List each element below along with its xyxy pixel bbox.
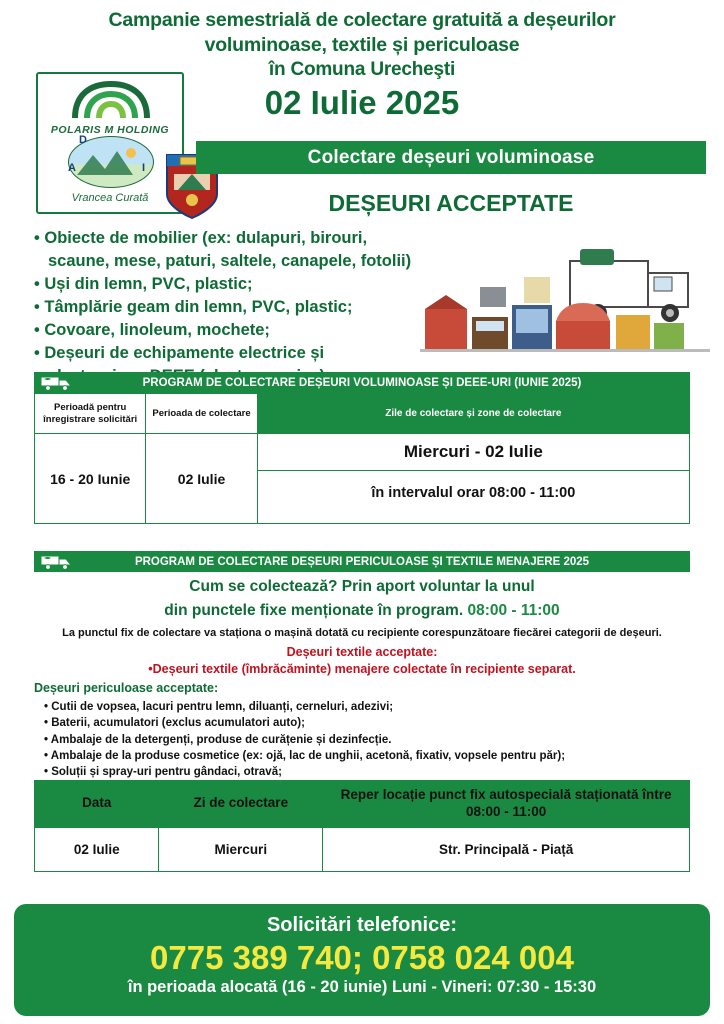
list-item: • Cutii de vopsea, lacuri pentru lemn, diluanți, cerneluri, adezivi; <box>44 701 394 713</box>
logo-slogan: Vrancea Curată <box>71 192 149 204</box>
table-row <box>35 434 690 471</box>
logo-letter-d: D <box>79 134 87 146</box>
cell-ziua-colectare: Miercuri - 02 Iulie <box>257 434 689 471</box>
title-line-2: voluminoase, textile și periculoase <box>204 33 520 56</box>
accepted-waste-title: DEȘEURI ACCEPTATE <box>328 190 574 216</box>
col-header-zi-colectare: Zi de colectare <box>159 781 323 828</box>
textile-accepted-item: •Deșeuri textile (îmbrăcăminte) menajere colectate în recipiente separat. <box>148 662 576 676</box>
collection-question-rest: Prin aport voluntar la unul <box>337 578 535 595</box>
list-item: • Deșeuri de echipamente electrice și <box>34 343 325 362</box>
cell-perioada-colectare: 02 Iulie <box>146 434 257 524</box>
contact-title: Solicitări telefonice: <box>266 914 458 936</box>
cell-zi-colectare: Miercuri <box>159 827 323 871</box>
list-item: • Soluții și spray-uri pentru gândaci, otravă; <box>44 766 282 779</box>
collection-question: Cum se colectează? <box>189 578 338 595</box>
list-item: scaune, mese, paturi, saltele, canapele, fotolii) <box>48 251 412 270</box>
collection-hours: 08:00 - 11:00 <box>467 602 560 619</box>
list-item: • Tâmplărie geam din lemn, PVC, plastic; <box>34 297 353 316</box>
bulky-waste-illustration <box>420 243 710 365</box>
table-row <box>35 394 690 434</box>
list-item: • Covoare, linoleum, mochete; <box>34 320 270 339</box>
dangerous-accepted-title: Deșeuri periculoase acceptate: <box>34 681 219 695</box>
table-puncte-fixe-grid <box>34 780 690 872</box>
col-header-data: Data <box>35 781 159 828</box>
contact-footer <box>14 904 710 1016</box>
cell-reper-locatie: Str. Principală - Piață <box>323 827 690 871</box>
table-row <box>35 781 690 828</box>
table-periculoase-title-bar: PROGRAM DE COLECTARE DEȘEURI PERICULOASE ȘI TEXTILE MENAJERE 2025 <box>34 551 690 572</box>
col-header-zile-zone: Zile de colectare și zone de colectare <box>257 394 689 434</box>
list-item: • Uși din lemn, PVC, plastic; <box>34 274 253 293</box>
page-title <box>14 0 710 82</box>
col-header-perioada-inregistrare: Perioadă pentru înregistrare solicitări <box>35 394 146 434</box>
cell-data: 02 Iulie <box>35 827 159 871</box>
table-puncte-fixe <box>34 780 690 872</box>
title-line-3: în Comuna Urecheşti <box>268 58 456 80</box>
truck-icon <box>40 553 74 570</box>
section-banner-voluminoase: Colectare deșeuri voluminoase <box>196 141 706 174</box>
col-header-perioada-colectare: Perioada de colectare <box>146 394 257 434</box>
list-item: • Ambalaje de la produse cosmetice (ex: ojă, lac de unghii, acetonă, fixativ, vopsele pentru păr); <box>44 749 566 762</box>
campaign-date: 02 Iulie 2025 <box>264 84 460 122</box>
logo-company-name: POLARIS M HOLDING <box>50 124 170 136</box>
title-line-1: Campanie semestrială de colectare gratuită a deșeurilor <box>108 9 616 31</box>
polaris-arcs-icon <box>71 80 151 122</box>
collection-question-line <box>34 578 690 596</box>
table-voluminoase <box>34 372 690 524</box>
contact-schedule: în perioada alocată (16 - 20 iunie) Luni - Vineri: 07:30 - 15:30 <box>127 978 597 997</box>
table-voluminoase-grid <box>34 393 690 524</box>
truck-icon <box>40 374 74 391</box>
cell-perioada-inregistrare: 16 - 20 Iunie <box>35 434 146 524</box>
list-item: • Obiecte de mobilier (ex: dulapuri, birouri, <box>34 229 368 247</box>
cell-interval-orar: în intervalul orar 08:00 - 11:00 <box>257 471 689 524</box>
list-item: • Ambalaje de la detergenți, produse de curățenie și dezinfecție. <box>44 733 392 746</box>
textile-accepted-title: Deșeuri textile acceptate: <box>286 645 438 659</box>
list-item: • Baterii, acumulatori (exclus acumulatori auto); <box>44 717 305 730</box>
logo-letter-a: A <box>68 162 76 174</box>
logo-letter-i: I <box>142 162 146 174</box>
collection-answer-line: din punctele fixe menționate în program. 08:00 - 11:00 <box>164 602 560 619</box>
col-header-reper-locatie: Reper locație punct fix autospecială staționată între 08:00 - 11:00 <box>323 781 690 828</box>
logo-box <box>36 72 184 214</box>
table-row <box>35 827 690 871</box>
table-voluminoase-title: PROGRAM DE COLECTARE DEȘEURI VOLUMINOASE ȘI DEEE-URI (IUNIE 2025) <box>34 372 690 393</box>
collection-note: La punctul fix de colectare va staționa o mașină dotată cu recipiente corespunzătoare fiecărei categorii de deșeuri. <box>62 627 662 639</box>
contact-phones[interactable]: 0775 389 740; 0758 024 004 <box>150 939 574 976</box>
